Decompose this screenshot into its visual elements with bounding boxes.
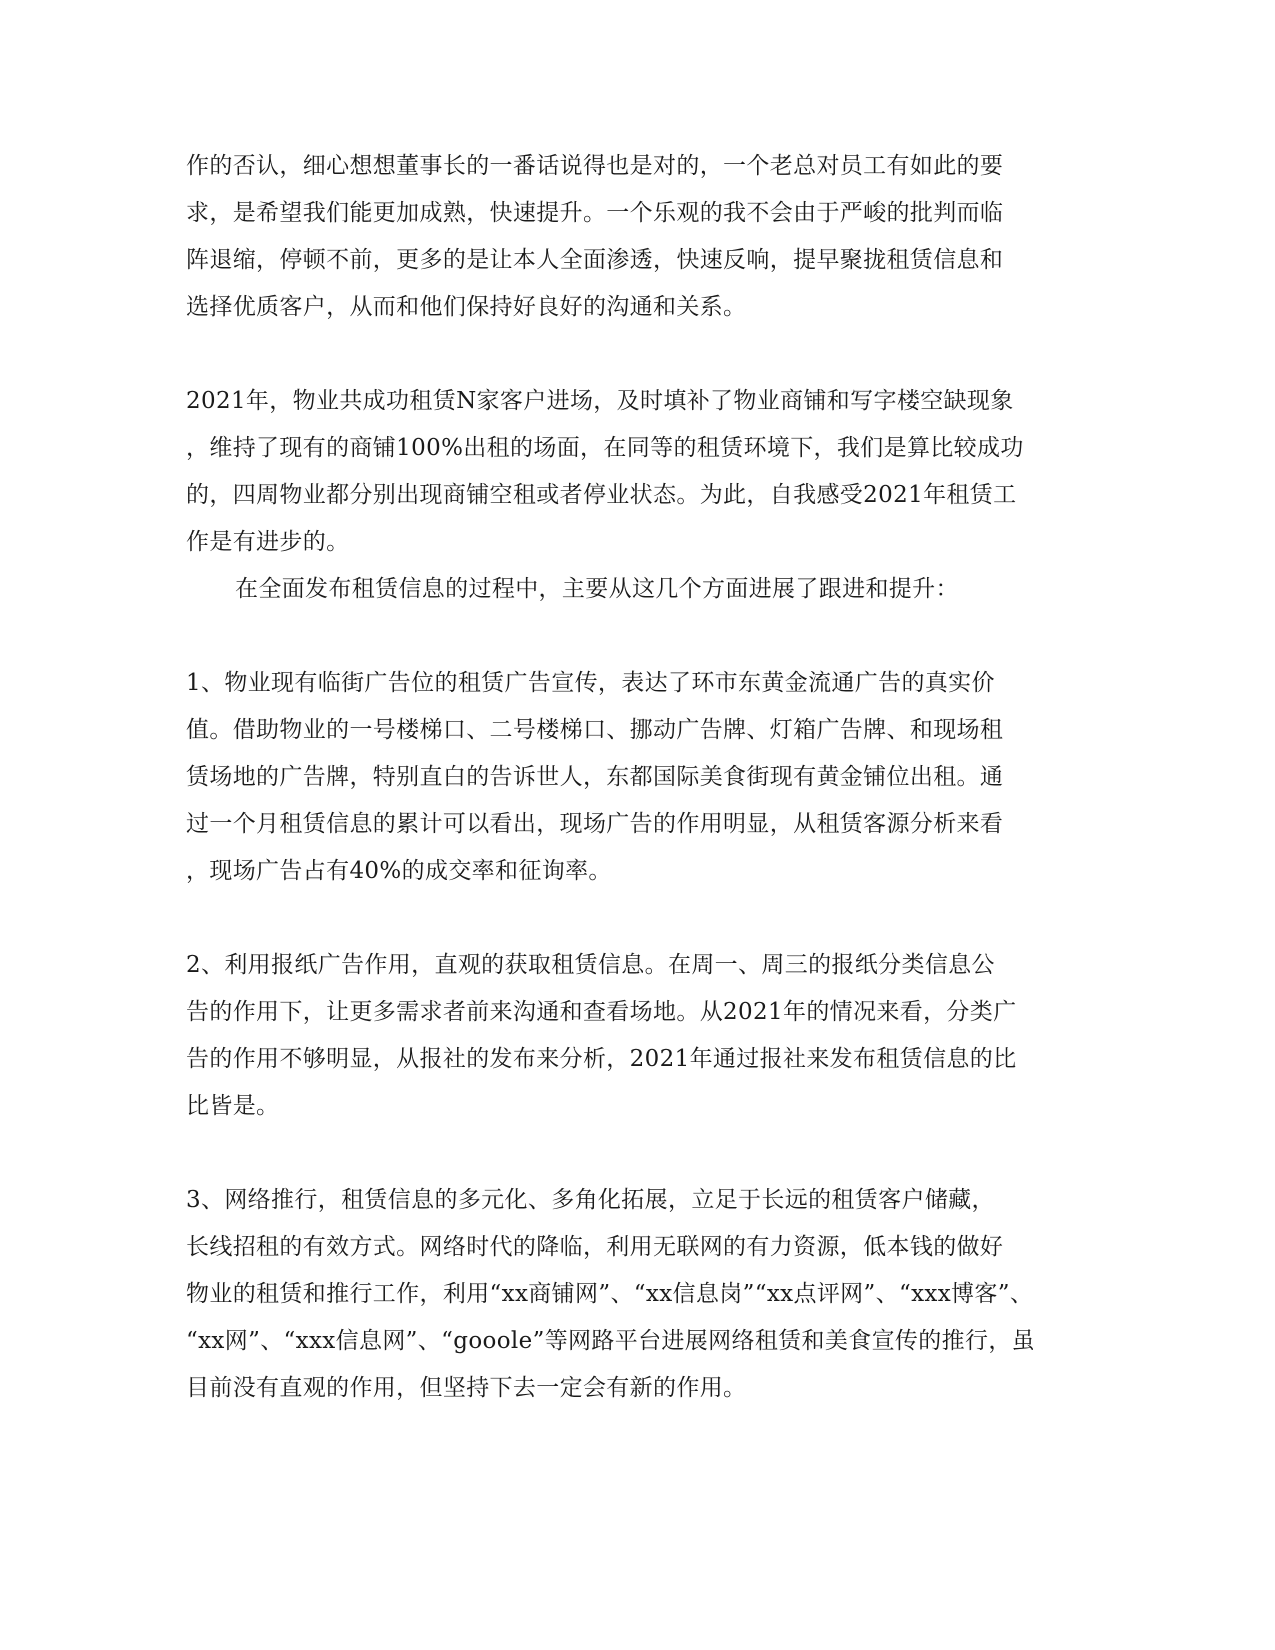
paragraph-spacer: [186, 1130, 1066, 1177]
text-line: 比皆是。: [186, 1093, 280, 1119]
paragraph-item-3: [186, 1177, 1066, 1412]
paragraph-spacer: [186, 895, 1066, 942]
text-line: 作的否认，细心想想董事长的一番话说得也是对的，一个老总对员工有如此的要: [186, 153, 1004, 179]
text-line: 赁场地的广告牌，特别直白的告诉世人，东都国际美食街现有黄金铺位出租。通: [186, 764, 1004, 790]
paragraph-spacer: [186, 331, 1066, 378]
text-line: ，维持了现有的商铺100%出租的场面，在同等的租赁环境下，我们是算比较成功: [186, 435, 1024, 461]
paragraph-spacer: [186, 613, 1066, 660]
text-line: 告的作用不够明显，从报社的发布来分析，2021年通过报社来发布租赁信息的比: [186, 1046, 1017, 1072]
text-line: 2021年，物业共成功租赁N家客户进场，及时填补了物业商铺和写字楼空缺现象: [186, 388, 1014, 414]
text-line: “xx网”、“xxx信息网”、“gooole”等网路平台进展网络租赁和美食宣传的推行，虽: [186, 1328, 1036, 1354]
paragraph-intro: [186, 143, 1066, 331]
paragraph-aspects-intro: [186, 566, 1066, 613]
text-line: 目前没有直观的作用，但坚持下去一定会有新的作用。: [186, 1375, 747, 1401]
document-page: [186, 143, 1066, 1412]
text-line: 物业的租赁和推行工作，利用“xx商铺网”、“xx信息岗”“xx点评网”、“xxx博客”、: [186, 1281, 1034, 1307]
text-line: 长线招租的有效方式。网络时代的降临，利用无联网的有力资源，低本钱的做好: [186, 1234, 1004, 1260]
text-line: ，现场广告占有40%的成交率和征询率。: [186, 858, 612, 884]
text-line: 在全面发布租赁信息的过程中，主要从这几个方面进展了跟进和提升：: [235, 576, 959, 602]
text-line: 选择优质客户，从而和他们保持好良好的沟通和关系。: [186, 294, 747, 320]
paragraph-item-1: [186, 660, 1066, 895]
paragraph-2021-summary: [186, 378, 1066, 566]
text-line: 2、利用报纸广告作用，直观的获取租赁信息。在周一、周三的报纸分类信息公: [186, 952, 995, 978]
text-line: 1、物业现有临街广告位的租赁广告宣传，表达了环市东黄金流通广告的真实价: [186, 670, 995, 696]
text-line: 的，四周物业都分别出现商铺空租或者停业状态。为此，自我感受2021年租赁工: [186, 482, 1017, 508]
text-line: 阵退缩，停顿不前，更多的是让本人全面渗透，快速反响，提早聚拢租赁信息和: [186, 247, 1004, 273]
text-line: 值。借助物业的一号楼梯口、二号楼梯口、挪动广告牌、灯箱广告牌、和现场租: [186, 717, 1004, 743]
paragraph-item-2: [186, 942, 1066, 1130]
text-line: 过一个月租赁信息的累计可以看出，现场广告的作用明显，从租赁客源分析来看: [186, 811, 1004, 837]
text-line: 3、网络推行，租赁信息的多元化、多角化拓展，立足于长远的租赁客户储藏，: [186, 1187, 995, 1213]
text-line: 告的作用下，让更多需求者前来沟通和查看场地。从2021年的情况来看，分类广: [186, 999, 1017, 1025]
text-line: 作是有进步的。: [186, 529, 350, 555]
text-line: 求，是希望我们能更加成熟，快速提升。一个乐观的我不会由于严峻的批判而临: [186, 200, 1004, 226]
